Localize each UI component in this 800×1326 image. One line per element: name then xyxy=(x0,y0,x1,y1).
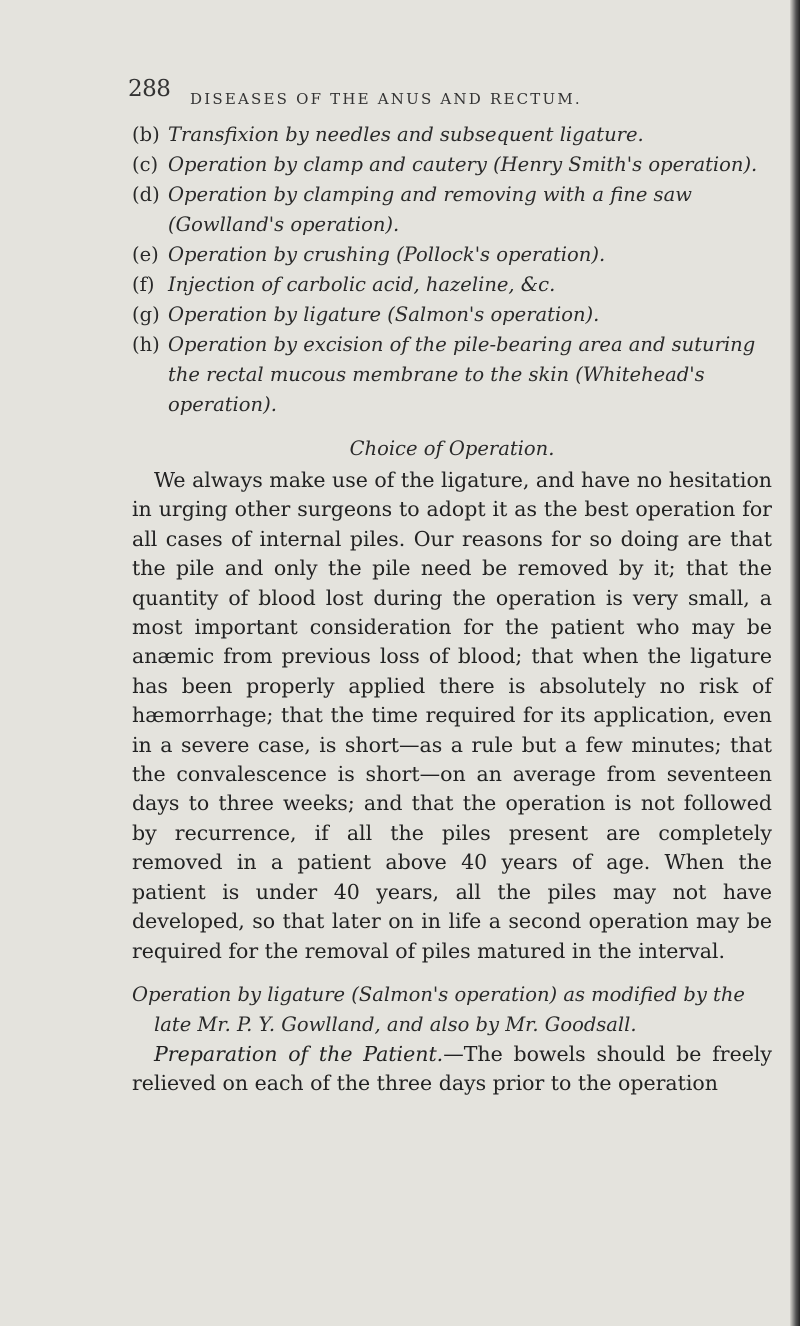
list-item xyxy=(132,300,772,330)
list-marker: (g) xyxy=(132,303,160,326)
list-marker: (h) xyxy=(132,333,160,356)
section-title: Choice of Operation. xyxy=(349,437,555,460)
list-marker: (f) xyxy=(132,273,155,296)
list-item-text: Operation by ligature (Salmon's operation). xyxy=(168,303,600,326)
list-item xyxy=(132,120,772,150)
ligature-heading xyxy=(132,980,772,1040)
preparation-label: Preparation of the Patient. xyxy=(154,1041,444,1066)
list-item xyxy=(132,330,772,420)
ligature-heading-text: Operation by ligature (Salmon's operation) as modified by the late Mr. P. Y. Gowlland, and also by Mr. Goodsall. xyxy=(132,982,745,1036)
list-marker: (c) xyxy=(132,153,159,176)
list-item-text: Operation by excision of the pile-bearing area and suturing the rectal mucous membrane to the skin (Whitehead's operation). xyxy=(168,333,756,416)
list-item-text: Operation by clamp and cautery (Henry Smith's operation). xyxy=(168,153,758,176)
list-item xyxy=(132,240,772,270)
list-item-text: Operation by crushing (Pollock's operation). xyxy=(168,243,606,266)
page-number: 288 xyxy=(128,76,171,102)
list-item-text: Operation by clamping and removing with a fine saw (Gowlland's operation). xyxy=(168,183,692,236)
list-marker: (d) xyxy=(132,183,160,206)
list-item-text: Injection of carbolic acid, hazeline, &c. xyxy=(168,273,556,296)
list-marker: (b) xyxy=(132,123,160,146)
page-header xyxy=(128,76,773,116)
running-head: DISEASES OF THE ANUS AND RECTUM. xyxy=(190,90,582,108)
choice-paragraph: We always make use of the ligature, and have no hesitation in urging other surgeons to adopt it as the best operation for all cases of internal piles. Our reasons for so doing are that the pile and only the pile need be removed by it; that the quantity of blood lost during the operation is very small, a most important consideration for the patient who may be anæmic from previous loss of blood; that when the ligature has been properly applied there is absolutely no risk of hæmorrhage; that the time required for its application, even in a severe case, is short—as a rule but a few minutes; that the convalescence is short—on an average from seventeen days to three weeks; and that the operation is not followed by recurrence, if all the piles present are completely removed in a patient above 40 years of age. When the patient is under 40 years, all the piles may not have developed, so that later on in life a second operation may be required for the removal of piles matured in the interval. xyxy=(132,468,772,963)
list-item xyxy=(132,150,772,180)
page-edge-shadow xyxy=(790,0,800,1326)
preparation-paragraph xyxy=(132,1040,772,1099)
list-item-text: Transfixion by needles and subsequent ligature. xyxy=(168,123,644,146)
list-marker: (e) xyxy=(132,243,159,266)
list-item xyxy=(132,180,772,240)
preparation-text: —The bowels should be freely relieved on each of the three days prior to the operation xyxy=(132,1041,772,1096)
page-content xyxy=(132,120,772,1099)
list-item xyxy=(132,270,772,300)
